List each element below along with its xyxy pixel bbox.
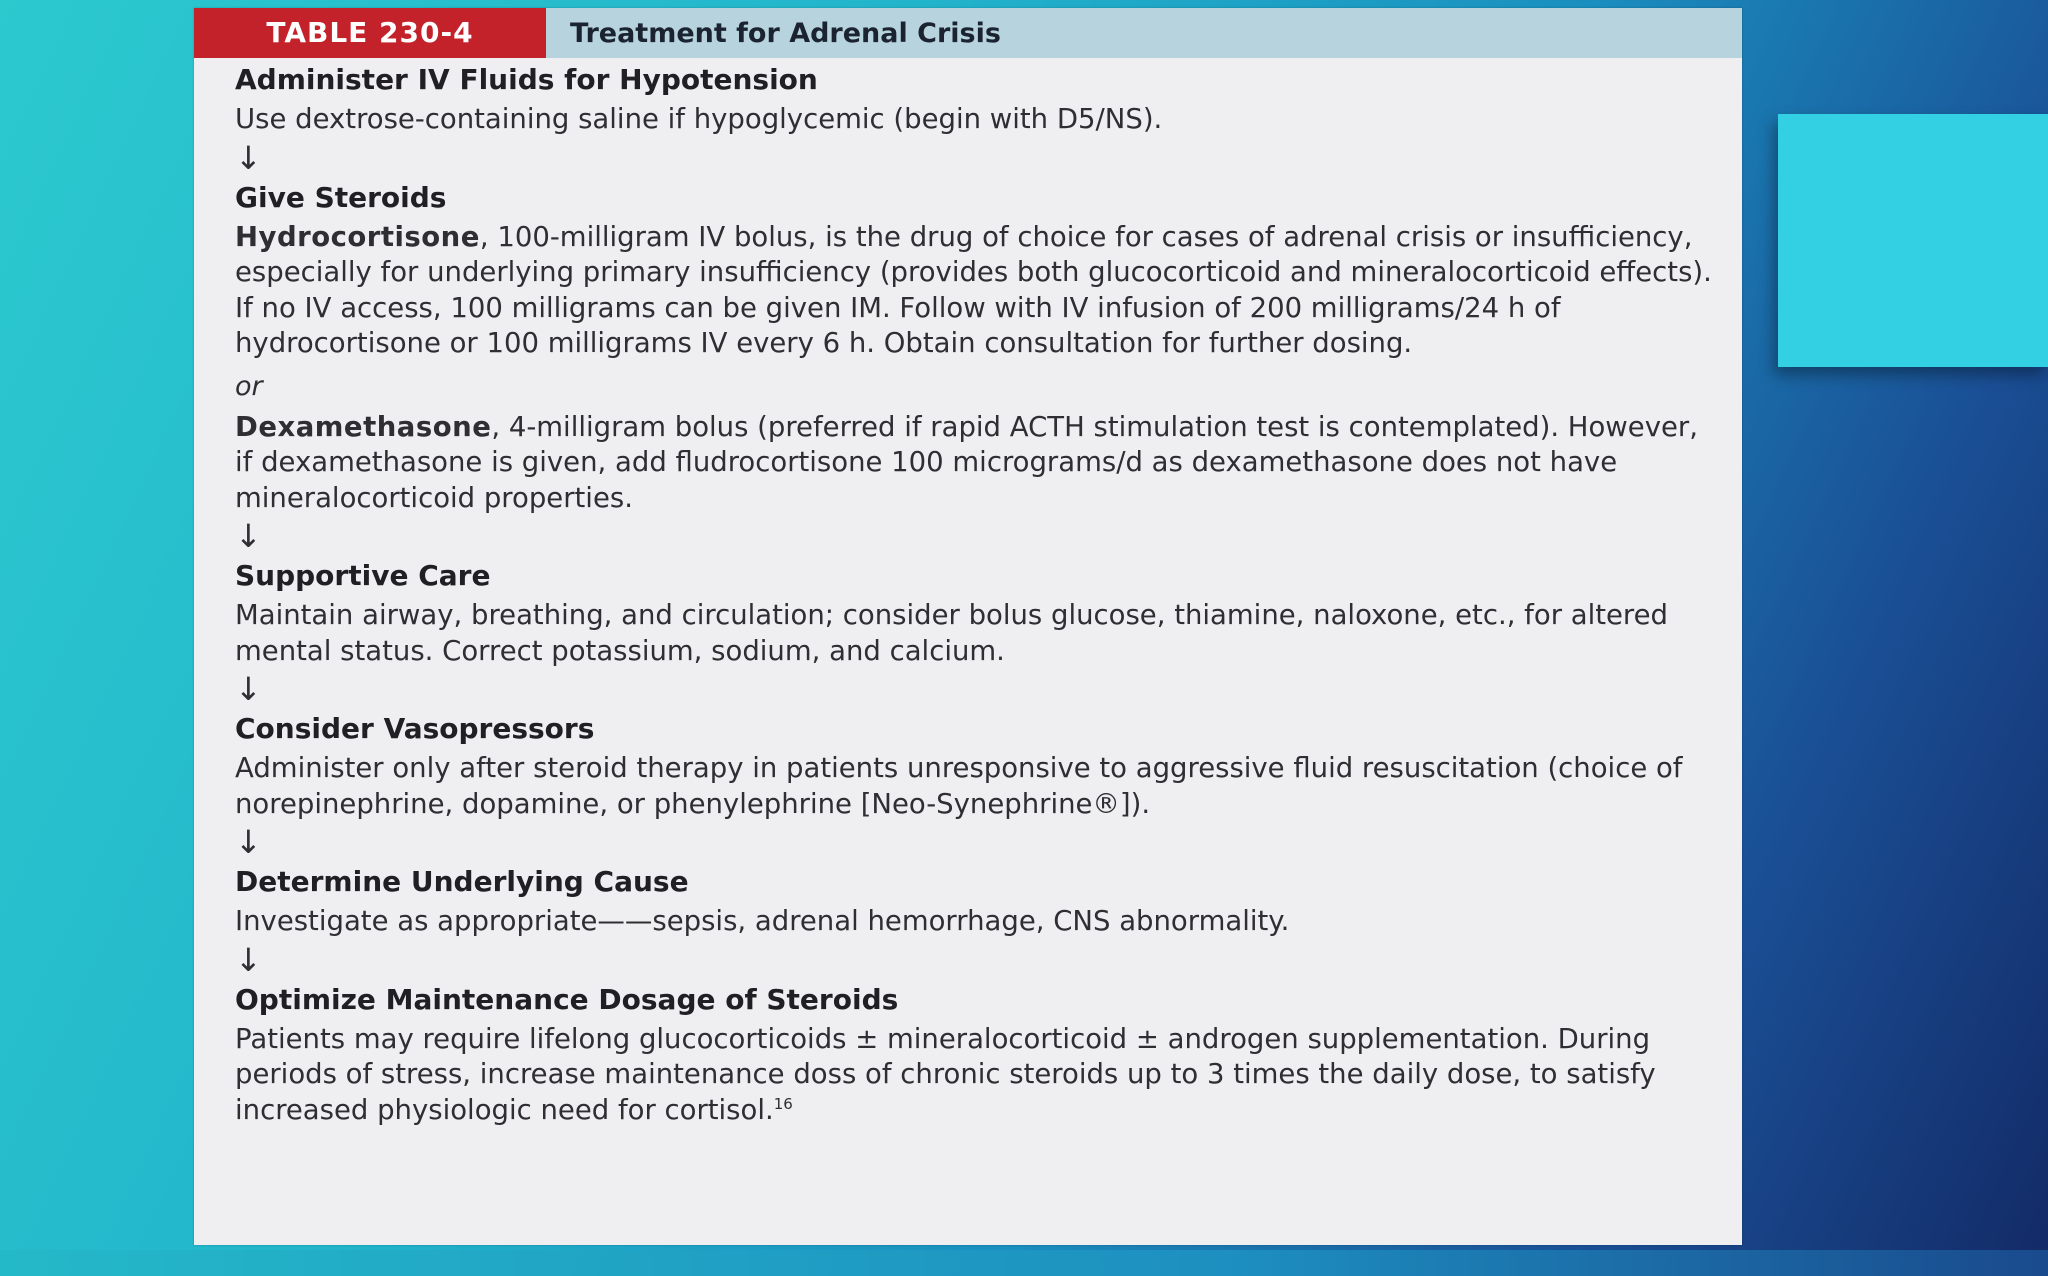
or-label: or	[235, 370, 263, 402]
down-arrow-icon: ↓	[235, 823, 262, 861]
underlying-cause-heading: Determine Underlying Cause	[235, 865, 689, 898]
supportive-care-heading: Supportive Care	[235, 559, 491, 592]
hydrocortisone-drug-name: Hydrocortisone	[235, 220, 480, 253]
down-arrow-icon: ↓	[235, 940, 262, 979]
table-document	[194, 8, 1742, 1245]
fluids-text: Use dextrose-containing saline if hypoglycemic (begin with D5/NS).	[235, 103, 1163, 135]
slide-bottom-band	[0, 1250, 2048, 1276]
maintenance-text: Patients may require lifelong glucocorticoids ± mineralocorticoid ± androgen supplementation. During periods of stress, increase maintenance doss of chronic steroids up to 3 times the daily dose, to satisfy increased physiologic need for cortisol.	[235, 1022, 1656, 1126]
down-arrow-icon: ↓	[235, 138, 262, 177]
supportive-care-text: Maintain airway, breathing, and circulation; consider bolus glucose, thiamine, naloxone, etc., for altered mental status. Correct potassium, sodium, and calcium.	[235, 599, 1669, 667]
down-arrow-icon: ↓	[235, 670, 262, 708]
table-content	[235, 62, 1715, 1128]
vasopressors-text: Administer only after steroid therapy in patients unresponsive to aggressive fluid resuscitation (choice of norepinephrine, dopamine, or phenylephrine [Neo-Synephrine®]).	[235, 752, 1683, 820]
table-label: TABLE 230-4	[194, 8, 546, 58]
maintenance-paragraph	[235, 1022, 1715, 1129]
dexamethasone-drug-name: Dexamethasone	[235, 410, 492, 443]
footnote-marker: 16	[773, 1094, 793, 1113]
table-header	[194, 8, 1742, 58]
fluids-heading: Administer IV Fluids for Hypotension	[235, 63, 818, 96]
accent-square	[1778, 114, 2048, 367]
vasopressors-heading: Consider Vasopressors	[235, 712, 595, 745]
dexamethasone-text: , 4-milligram bolus (preferred if rapid ACTH stimulation test is contemplated). However, if dexamethasone is given, add fludrocortisone 100 micrograms/d as dexamethasone does not have mineralocorticoid properties.	[235, 410, 1698, 514]
hydrocortisone-text: , 100-milligram IV bolus, is the drug of choice for cases of adrenal crisis or insufficiency, especially for underlying primary insufficiency (provides both glucocorticoid and mineralocorticoid effects). If no IV access, 100 milligrams can be given IM. Follow with IV infusion of 200 milligrams/24 h of hydrocortisone or 100 milligrams IV every 6 h. Obtain consultation for further dosing.	[235, 220, 1712, 359]
maintenance-heading: Optimize Maintenance Dosage of Steroids	[235, 982, 899, 1016]
steroids-heading: Give Steroids	[235, 180, 447, 214]
down-arrow-icon: ↓	[235, 517, 262, 555]
hydrocortisone-paragraph	[235, 220, 1715, 362]
table-title: Treatment for Adrenal Crisis	[570, 18, 1001, 49]
underlying-cause-text: Investigate as appropriate——sepsis, adrenal hemorrhage, CNS abnormality.	[235, 905, 1290, 937]
dexamethasone-paragraph	[235, 410, 1715, 517]
